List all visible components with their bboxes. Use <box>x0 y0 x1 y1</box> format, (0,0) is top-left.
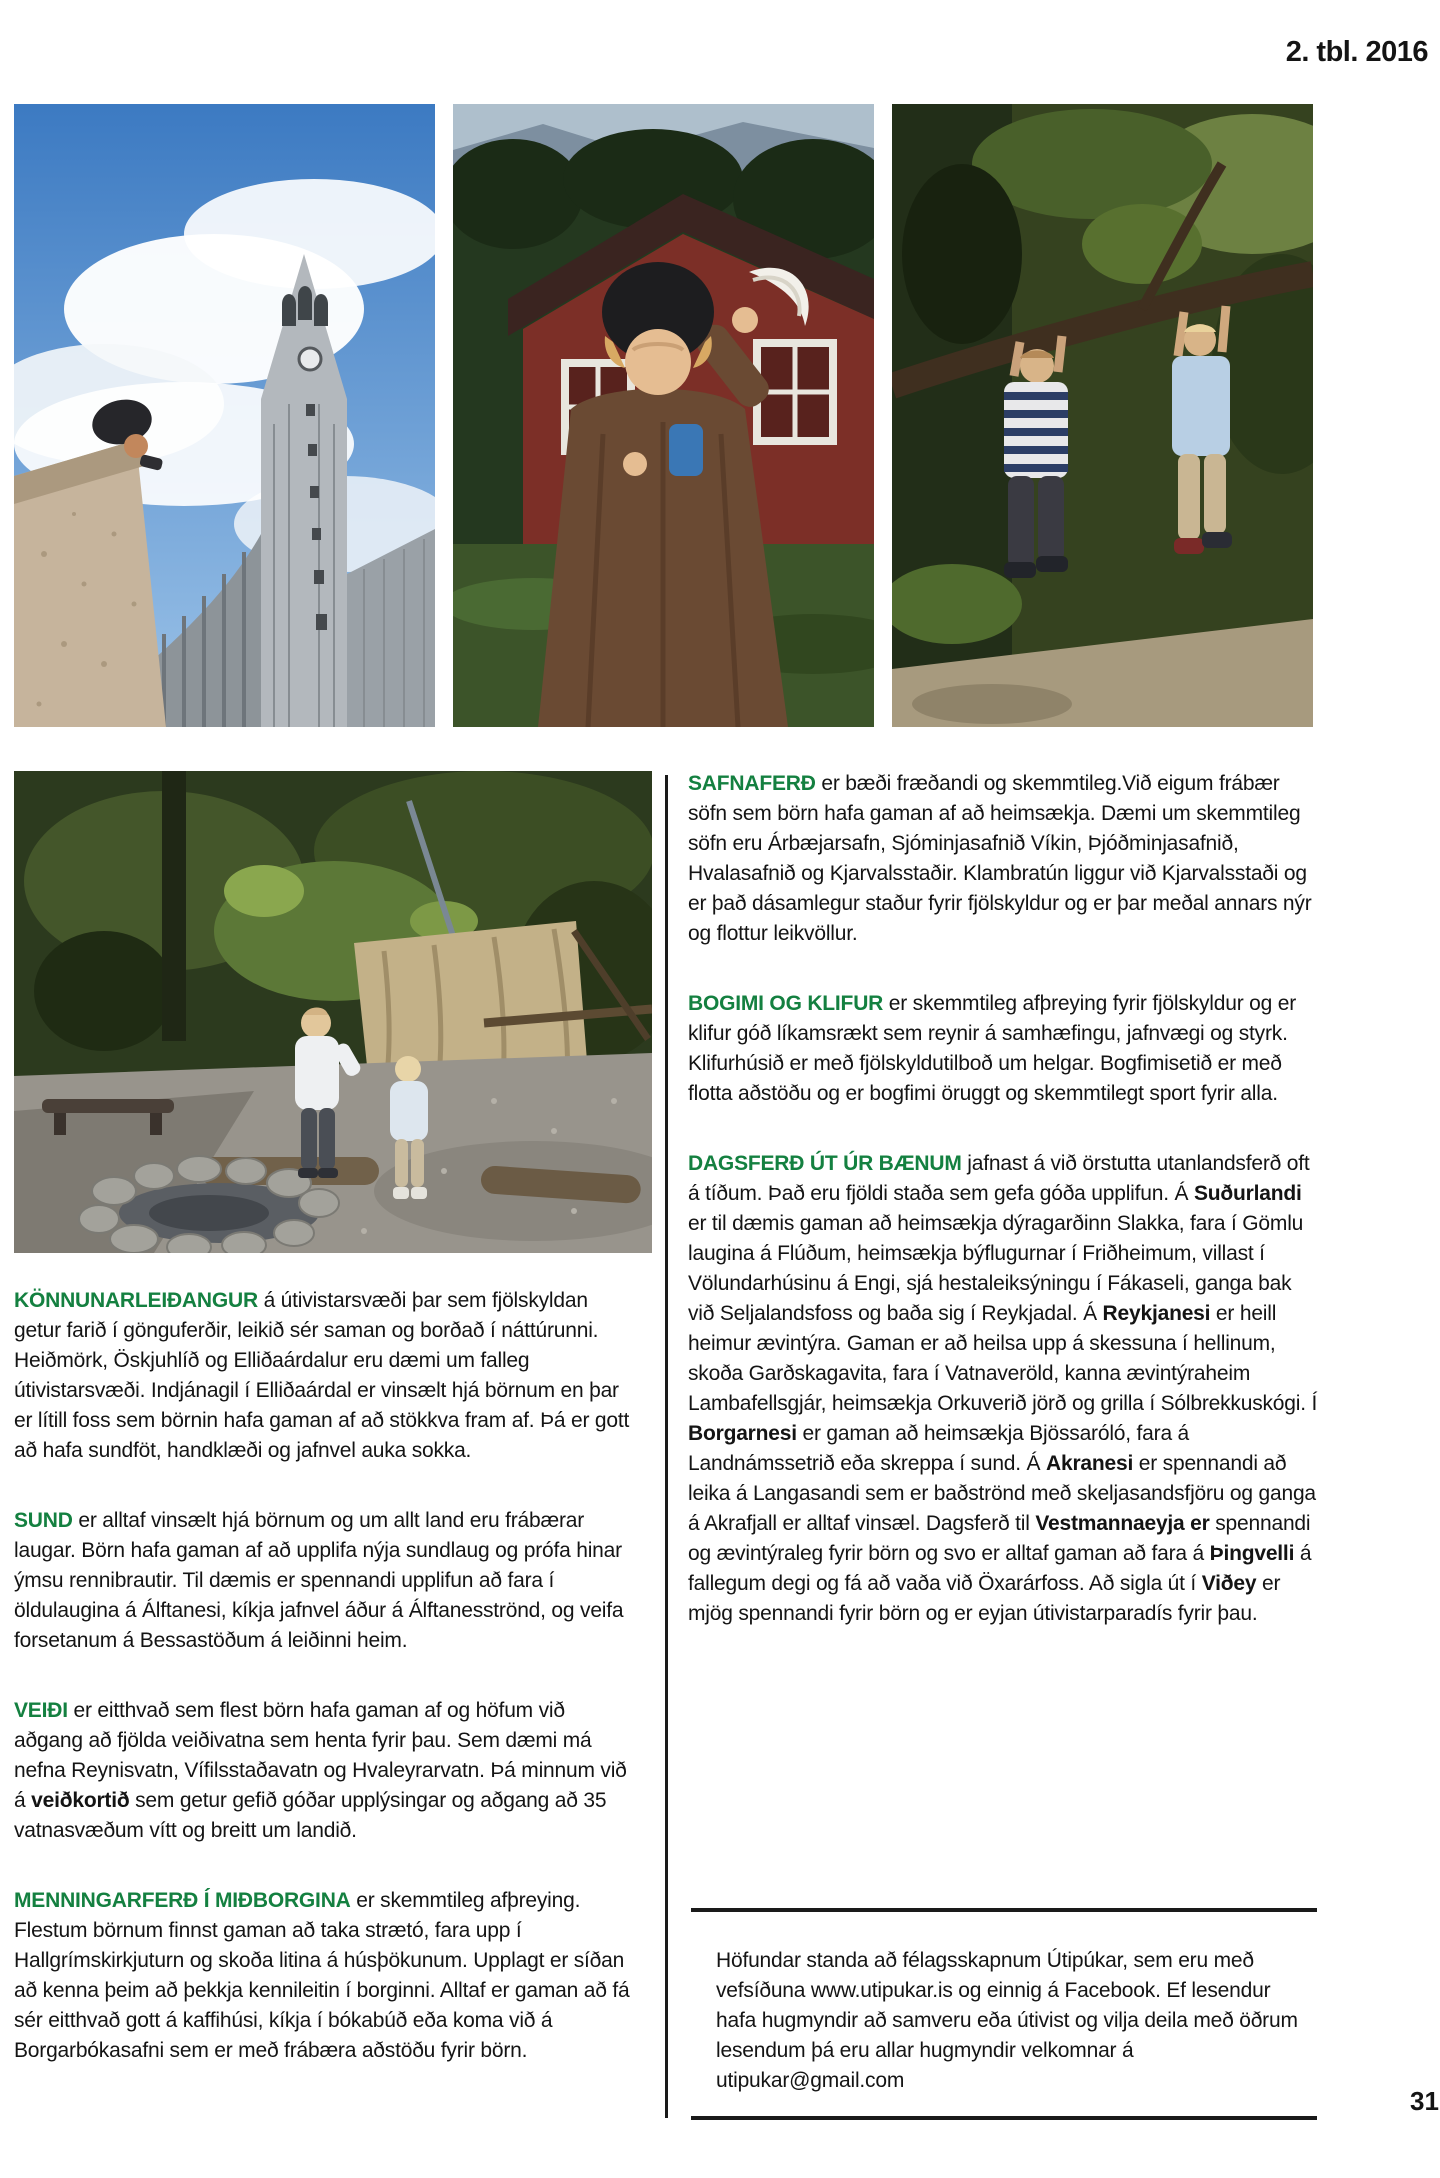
body-text: er skemmtileg afþreying fyrir fjölskyldur og er klifur góð líkamsrækt sem reynir á samhæfingu, jafnvægi og styrk. Klifurhúsið er með fjölskyldutilboð um helgar. Bogfimisetið er með flotta aðstöðu og er bogfimi öruggt og skemmtilegt sport fyrir alla. <box>688 992 1296 1105</box>
body-text: er gaman að heimsækja Bjössaróló, fara á Landnámssetrið eða skreppa í sund. Á <box>688 1422 1190 1475</box>
paragraph-heading: MENNINGARFERÐ Í MIÐBORGINA <box>14 1889 351 1912</box>
body-text: er mjög spennandi fyrir börn og er eyjan útivistarparadís fyrir þau. <box>688 1572 1281 1625</box>
paragraph-heading: SUND <box>14 1509 73 1532</box>
body-text: jafnast á við örstutta utanlandsferð oft á tíðum. Það eru fjöldi staða sem gefa góða upplifun. Á <box>688 1152 1310 1205</box>
paragraph-bogimi-og-klifur <box>688 989 1318 1109</box>
bold-text: Borgarnesi <box>688 1422 797 1445</box>
body-text: á fallegum degi og fá að vaða við Öxarárfoss. Að sigla út í <box>688 1542 1312 1595</box>
body-text: á útivistarsvæði þar sem fjölskyldan getur farið í gönguferðir, leikið sér saman og borðað í náttúrunni. Heiðmörk, Öskjuhlíð og Elliðaárdalur eru dæmi um falleg útivistarsvæði. Indjánagil í Elliðaárdal er vinsælt hjá börnum en þar er lítill foss sem börnin hafa gaman af að stökkva fram af. Þá er gott að hafa sundföt, handklæði og jafnvel auka sokka. <box>14 1289 630 1462</box>
paragraph-safnaferd <box>688 769 1318 949</box>
bold-text: Reykjanesi <box>1102 1302 1211 1325</box>
paragraph-dagsferd <box>688 1149 1318 1629</box>
footer-divider-top <box>691 1908 1317 1912</box>
left-text-column <box>14 1286 638 2066</box>
bold-text: veiðkortið <box>31 1789 130 1812</box>
bold-text: Vestmannaeyja er <box>1035 1512 1210 1535</box>
paragraph-heading: SAFNAFERÐ <box>688 772 816 795</box>
photo-illustration <box>14 771 652 1253</box>
paragraph-heading: KÖNNUNARLEIÐANGUR <box>14 1289 258 1312</box>
body-text: spennandi og ævintýraleg fyrir börn og svo er alltaf gaman að fara á <box>688 1512 1311 1565</box>
body-text: er bæði fræðandi og skemmtileg.Við eigum frábær söfn sem börn hafa gaman af að heimsækja. Dæmi um skemmtileg söfn eru Árbæjarsafn, Sjóminjasafnið Víkin, Þjóðminjasafnið, Hvalasafnið og Kjarvalsstaðir. Klambratún liggur við Kjarvalsstaði og er það dásamlegur staður fyrir fjölskyldur og er þar meðal annars nýr og flottur leikvöllur. <box>688 772 1312 945</box>
paragraph-konnunarleidangur <box>14 1286 638 1466</box>
body-text: Höfundar standa að félagsskapnum Útipúkar, sem eru með vefsíðuna www.utipukar.is og einnig á Facebook. Ef lesendur hafa hugmyndir að samveru eða útivist og vilja deila með öðrum lesendum þá eru allar hugmyndir velkomnar á utipukar@gmail.com <box>716 1949 1298 2092</box>
body-text: er eitthvað sem flest börn hafa gaman af og höfum við aðgang að fjölda veiðivatna sem henta fyrir þau. Sem dæmi má nefna Reynisvatn, Vífilsstaðavatn og Hvaleyrarvatn. Þá minnum við á <box>14 1699 627 1812</box>
paragraph-sund <box>14 1506 638 1656</box>
paragraph-heading: BOGIMI OG KLIFUR <box>688 992 884 1015</box>
issue-label: 2. tbl. 2016 <box>1285 36 1428 68</box>
paragraph-heading: VEIÐI <box>14 1699 68 1722</box>
photo-illustration <box>14 104 435 727</box>
paragraph-heading: DAGSFERÐ ÚT ÚR BÆNUM <box>688 1152 962 1175</box>
body-text: er skemmtileg afþreying. Flestum börnum finnst gaman að taka strætó, fara upp í Hallgrímskirkjuturn og skoða litina á húsþökunum. Upplagt er síðan að kenna þeim að þekkja kennileitin í borginni. Alltaf er gaman að fá sér eitthvað gott á kaffihúsi, kíkja í bókabúð eða koma við á Borgarbókasafni sem er með frábæra aðstöðu fyrir börn. <box>14 1889 630 2062</box>
page-number: 31 <box>1410 2086 1439 2116</box>
photo-illustration <box>453 104 874 727</box>
footer-divider-bottom <box>691 2116 1317 2120</box>
photo-child-costume-red-house <box>453 104 874 727</box>
paragraph-veidi <box>14 1696 638 1846</box>
bold-text: Þingvelli <box>1209 1542 1295 1565</box>
body-text: er heill heimur ævintýra. Gaman er að heilsa upp á skessuna í hellinum, skoða Garðskagavita, fara í Vatnaveröld, kanna ævintýraheim Lambafellsgjár, heimsækja Orkuverið jörð og grilla í Sólbrekkuskógi. Í <box>688 1302 1318 1415</box>
body-text: er til dæmis gaman að heimsækja dýragarðinn Slakka, fara í Gömlu laugina á Flúðum, heimsækja býflugurnar í Friðheimum, villast í Völundarhúsinu á Engi, sjá hestaleiksýningu í Fákaseli, ganga bak við Seljalandsfoss og baða sig í Reykjadal. Á <box>688 1212 1304 1325</box>
paragraph-menningarferd <box>14 1886 638 2066</box>
bold-text: Akranesi <box>1046 1452 1134 1475</box>
photo-illustration <box>892 104 1313 727</box>
photo-children-campfire-camp <box>14 771 652 1253</box>
body-text: sem getur gefið góðar upplýsingar og aðgang að 35 vatnasvæðum vítt og breitt um landið. <box>14 1789 607 1842</box>
body-text: er alltaf vinsælt hjá börnum og um allt land eru frábærar laugar. Börn hafa gaman af að upplifa nýja sundlaug og prófa hinar ýmsu rennibrautir. Til dæmis er spennandi upplifun að fara í öldulaugina á Álftanesi, kíkja jafnvel áður á Álftanesströnd, og veifa forsetanum á Bessastöðum á leiðinni heim. <box>14 1509 624 1652</box>
column-divider <box>665 775 668 2118</box>
bold-text: Viðey <box>1201 1572 1257 1595</box>
footer-credit-text <box>716 1946 1316 2096</box>
photo-children-hanging-branch <box>892 104 1313 727</box>
body-text: er spennandi að leika á Langasandi sem er baðströnd með skeljasandsfjöru og ganga á Akrafjall er alltaf vinsæl. Dagsferð til <box>688 1452 1316 1535</box>
photo-hallgrimskirkja-child-peeking <box>14 104 435 727</box>
bold-text: Suðurlandi <box>1193 1182 1302 1205</box>
right-text-column <box>688 769 1318 1629</box>
